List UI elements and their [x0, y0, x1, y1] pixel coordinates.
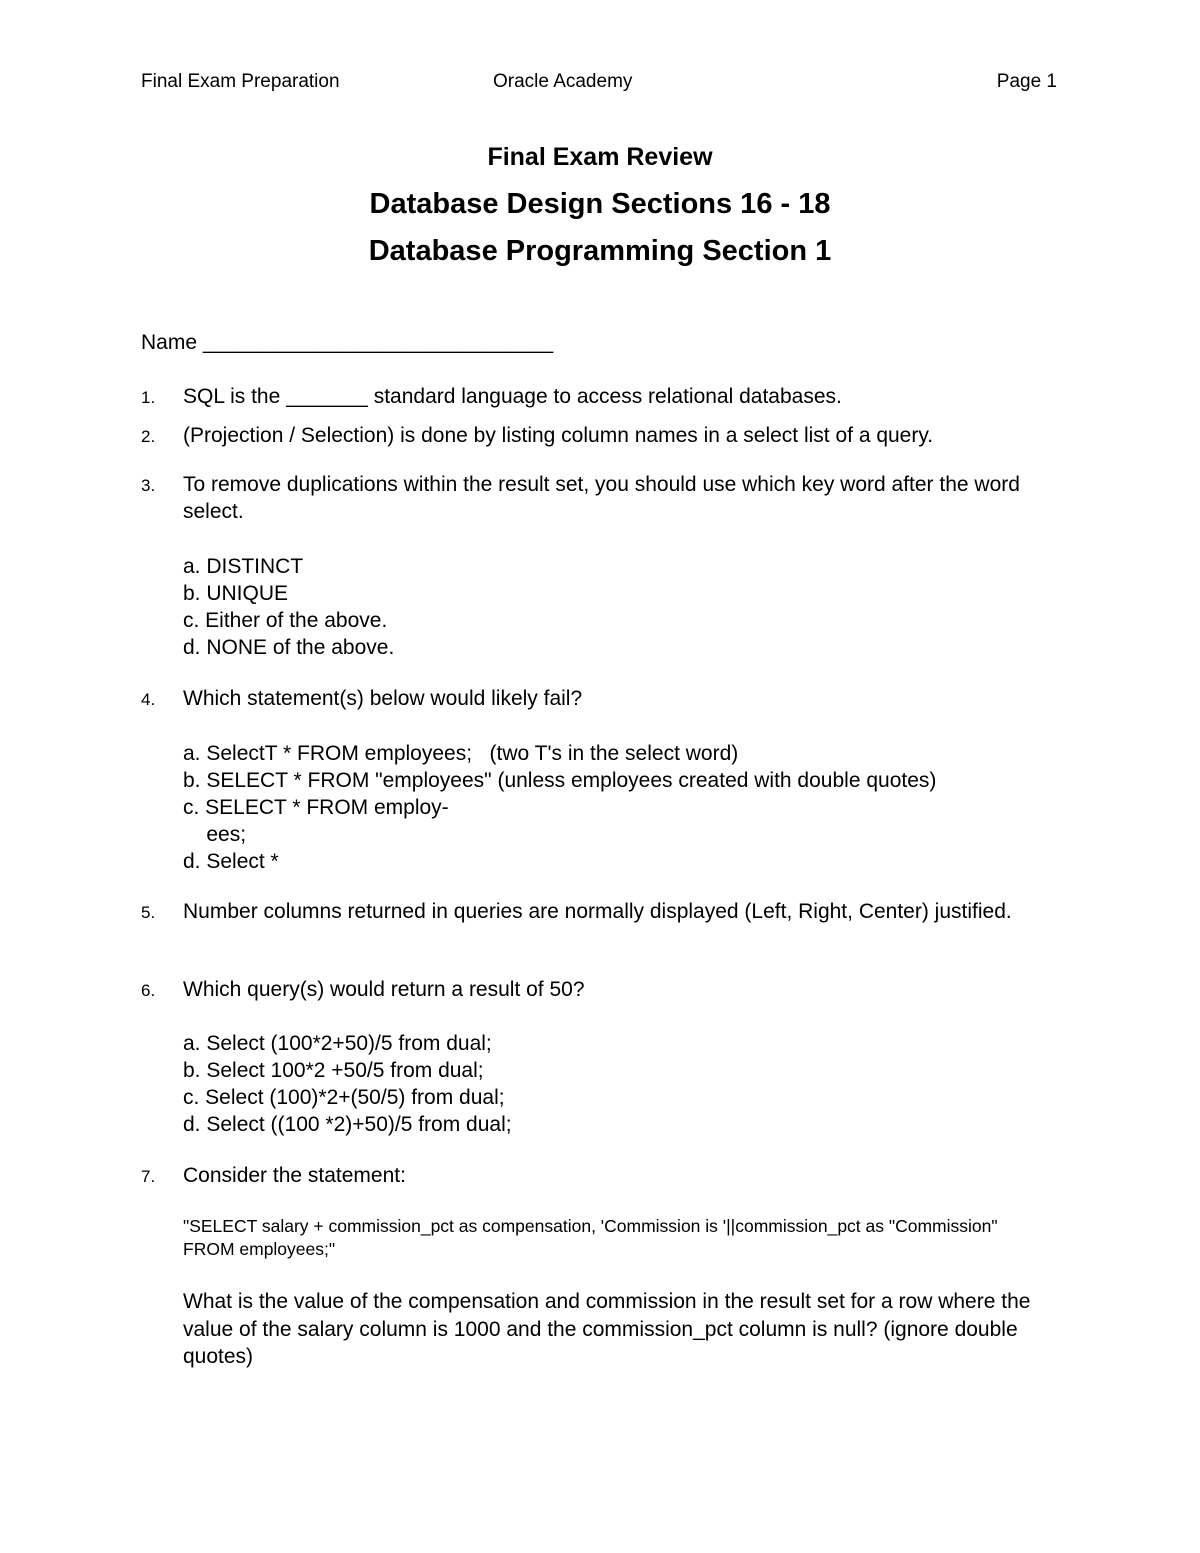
question-7-followup: What is the value of the compensation and commission in the result set for a row where the value of the salary column is 1000 and the commission_pct column is null? (ignore double quotes) — [183, 1290, 1031, 1368]
option-c-continued: ees; — [183, 823, 247, 846]
option-a: a. SelectT * FROM employees; (two T's in the select word) — [183, 742, 739, 765]
question-text: To remove duplications within the result set, you should use which key word after the word select. — [183, 473, 1020, 523]
header-center: Oracle Academy — [493, 71, 633, 92]
option-d: d. NONE of the above. — [183, 636, 395, 659]
option-c: c. Select (100)*2+(50/5) from dual; — [183, 1086, 505, 1109]
question-number: 6. — [141, 981, 156, 1000]
question-text: Number columns returned in queries are normally displayed (Left, Right, Center) justified. — [183, 900, 1012, 923]
document-subtitle-design: Database Design Sections 16 - 18 — [369, 188, 831, 220]
option-d: d. Select * — [183, 850, 279, 873]
question-number: 7. — [141, 1167, 156, 1186]
option-c: c. Either of the above. — [183, 609, 388, 632]
question-number: 4. — [141, 690, 156, 709]
question-number: 5. — [141, 903, 156, 922]
option-c: c. SELECT * FROM employ- — [183, 796, 449, 819]
question-number: 3. — [141, 476, 156, 495]
question-6-options — [183, 1030, 512, 1138]
sql-statement: "SELECT salary + commission_pct as compensation, 'Commission is '||commission_pct as "Commission" FROM employees;" — [183, 1216, 998, 1259]
question-text: (Projection / Selection) is done by listing column names in a select list of a query. — [183, 424, 934, 447]
option-d: d. Select ((100 *2)+50)/5 from dual; — [183, 1113, 512, 1136]
question-text: Consider the statement: — [183, 1164, 406, 1187]
option-b: b. UNIQUE — [183, 582, 289, 605]
question-3-options — [183, 553, 394, 661]
header-left: Final Exam Preparation — [141, 71, 340, 92]
question-number: 2. — [141, 427, 156, 446]
question-text: SQL is the _______ standard language to access relational databases. — [183, 385, 842, 408]
header-page-number: Page 1 — [996, 71, 1057, 92]
option-b: b. Select 100*2 +50/5 from dual; — [183, 1059, 484, 1082]
document-subtitle-programming: Database Programming Section 1 — [368, 235, 832, 267]
option-b: b. SELECT * FROM "employees" (unless employees created with double quotes) — [183, 769, 937, 792]
question-text: Which query(s) would return a result of 50? — [183, 978, 585, 1001]
question-number: 1. — [141, 388, 156, 407]
option-a: a. DISTINCT — [183, 555, 304, 578]
question-text: Which statement(s) below would likely fail? — [183, 687, 583, 710]
name-field: Name ______________________________ — [141, 331, 554, 354]
question-4-options — [183, 740, 936, 875]
document-title: Final Exam Review — [487, 143, 713, 171]
option-a: a. Select (100*2+50)/5 from dual; — [183, 1032, 492, 1055]
